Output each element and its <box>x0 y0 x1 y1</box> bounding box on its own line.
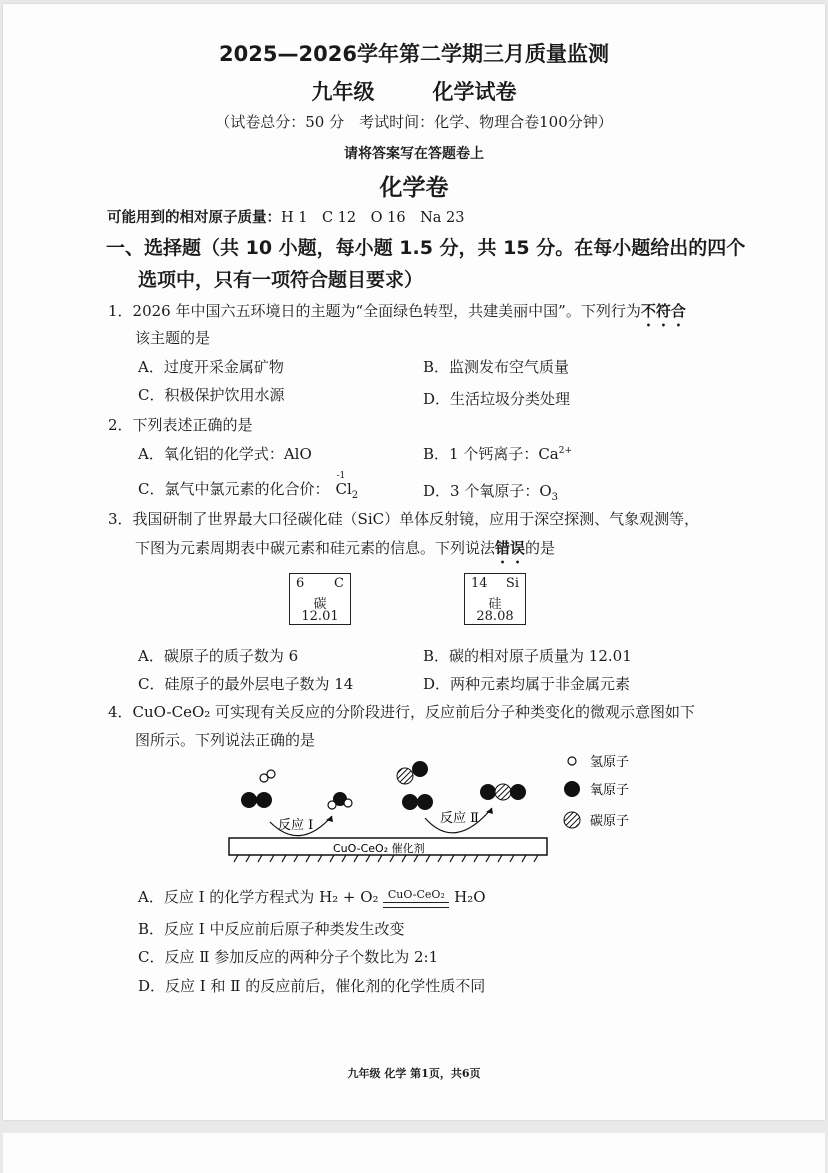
q3-emphasis: 错误 <box>495 539 526 557</box>
reaction-condition <box>383 889 449 908</box>
q4-option-a-product: H₂O <box>454 888 486 906</box>
q3-stem-b: 下图为元素周期表中碳元素和硅元素的信息。下列说法 <box>135 539 496 557</box>
co-molecule-icon <box>397 761 428 784</box>
silicon-name: 硅 <box>488 597 502 612</box>
section1-line1: 一、选择题（共 10 小题，每小题 1.5 分，共 15 分。在每小题给出的四个 <box>106 237 746 259</box>
h2-molecule-icon <box>260 770 275 782</box>
q1-option-c: C．积极保护饮用水源 <box>138 386 285 404</box>
q1-option-d: D．生活垃圾分类处理 <box>423 390 571 408</box>
element-card-carbon <box>289 573 351 625</box>
q3-stem-line1: 3．我国研制了世界最大口径碳化硅（SiC）单体反射镜，应用于深空探测、气象观测等， <box>108 510 700 528</box>
q4-option-a <box>138 886 486 908</box>
catalyst-hatching <box>234 855 538 862</box>
q4-option-c: C．反应 Ⅱ 参加反应的两种分子个数比为 2:1 <box>138 948 439 966</box>
atomic-mass-values: H 1 C 12 O 16 Na 23 <box>281 210 465 226</box>
q1-stem-line1 <box>108 300 686 330</box>
exam-info: （试卷总分：50 分 考试时间：化学、物理合卷100分钟） <box>215 113 613 131</box>
element-card-silicon <box>464 573 526 625</box>
q2-option-b-text: B．1 个钙离子：Ca <box>423 445 559 463</box>
h2o-molecule-icon <box>328 792 352 809</box>
carbon-symbol: C <box>334 576 344 591</box>
q3-stem-c: 的是 <box>525 539 556 557</box>
grade-label: 九年级 <box>311 80 375 104</box>
q3-option-c: C．硅原子的最外层电子数为 14 <box>138 675 354 693</box>
q2-option-b <box>423 443 572 464</box>
silicon-symbol: Si <box>505 576 519 591</box>
co2-molecule-icon <box>480 784 526 800</box>
answer-notice: 请将答案写在答题卷上 <box>344 146 484 162</box>
grade-subject <box>0 76 828 106</box>
q4-option-a-text: A．反应 Ⅰ 的化学方程式为 H₂ + O₂ <box>138 888 379 906</box>
catalyst-label: CuO-CeO₂ 催化剂 <box>333 842 425 855</box>
q1-option-b: B．监测发布空气质量 <box>423 358 570 376</box>
reaction-condition-label: CuO-CeO₂ <box>387 887 445 901</box>
hydrogen-legend-icon <box>568 757 576 765</box>
q2-option-c-valence: -1 <box>336 471 346 481</box>
section1-line2: 选项中，只有一项符合题目要求） <box>138 269 424 291</box>
reaction-diagram <box>220 752 660 872</box>
q2-option-c-text: C．氯气中氯元素的化合价： <box>138 480 330 498</box>
q1-emphasis: 不符合 <box>640 302 686 320</box>
q2-option-d <box>423 480 558 503</box>
q2-option-c-sub: 2 <box>351 490 359 501</box>
page-footer: 九年级 化学 第1页，共6页 <box>347 1067 481 1080</box>
o2-molecule-2-icon <box>402 794 433 810</box>
q4-stem-line1: 4．CuO-CeO₂ 可实现有关反应的分阶段进行，反应前后分子种类变化的微观示意图如下 <box>108 703 696 721</box>
legend-carbon: 碳原子 <box>590 814 630 829</box>
q1-option-a: A．过度开采金属矿物 <box>138 358 284 376</box>
o2-molecule-icon <box>241 792 272 808</box>
oxygen-legend-icon <box>564 781 580 797</box>
q4-option-b: B．反应 Ⅰ 中反应前后原子种类发生改变 <box>138 920 405 938</box>
carbon-legend-icon <box>564 812 580 828</box>
atomic-mass-line <box>107 206 464 227</box>
section-title: 化学卷 <box>379 175 449 201</box>
reaction1-label: 反应 Ⅰ <box>278 818 314 833</box>
next-page-edge <box>3 1133 825 1173</box>
subject-label: 化学试卷 <box>432 80 517 104</box>
legend-hydrogen: 氢原子 <box>590 755 630 770</box>
carbon-mass: 12.01 <box>301 609 339 624</box>
exam-title: 2025—2026学年第二学期三月质量监测 <box>219 42 609 66</box>
legend-oxygen: 氧原子 <box>590 783 630 798</box>
silicon-number: 14 <box>471 576 488 591</box>
q1-stem-line2: 该主题的是 <box>135 329 211 347</box>
q4-stem-line2: 图所示。下列说法正确的是 <box>135 731 316 749</box>
silicon-mass: 28.08 <box>476 609 514 624</box>
q3-option-d: D．两种元素均属于非金属元素 <box>423 675 631 693</box>
carbon-number: 6 <box>296 576 305 591</box>
q3-stem-line2 <box>135 537 555 567</box>
q2-option-a: A．氧化铝的化学式：AlO <box>138 445 312 463</box>
q2-option-d-sub: 3 <box>551 492 559 503</box>
q2-option-c <box>138 471 359 501</box>
q2-option-c-formula: Cl <box>335 480 352 498</box>
q2-option-b-charge: 2+ <box>558 446 573 456</box>
q2-option-d-text: D．3 个氧原子：O <box>423 482 552 500</box>
q4-option-d: D．反应 Ⅰ 和 Ⅱ 的反应前后，催化剂的化学性质不同 <box>138 977 486 995</box>
q1-stem-a: 1．2026 年中国六五环境日的主题为“全面绿色转型，共建美丽中国”。下列行为 <box>108 302 641 320</box>
q2-stem: 2．下列表述正确的是 <box>108 416 253 434</box>
carbon-name: 碳 <box>313 597 327 612</box>
q3-option-a: A．碳原子的质子数为 6 <box>138 647 299 665</box>
q3-option-b: B．碳的相对原子质量为 12.01 <box>423 647 632 665</box>
reaction2-label: 反应 Ⅱ <box>440 811 479 826</box>
atomic-mass-label: 可能用到的相对原子质量： <box>107 210 281 226</box>
